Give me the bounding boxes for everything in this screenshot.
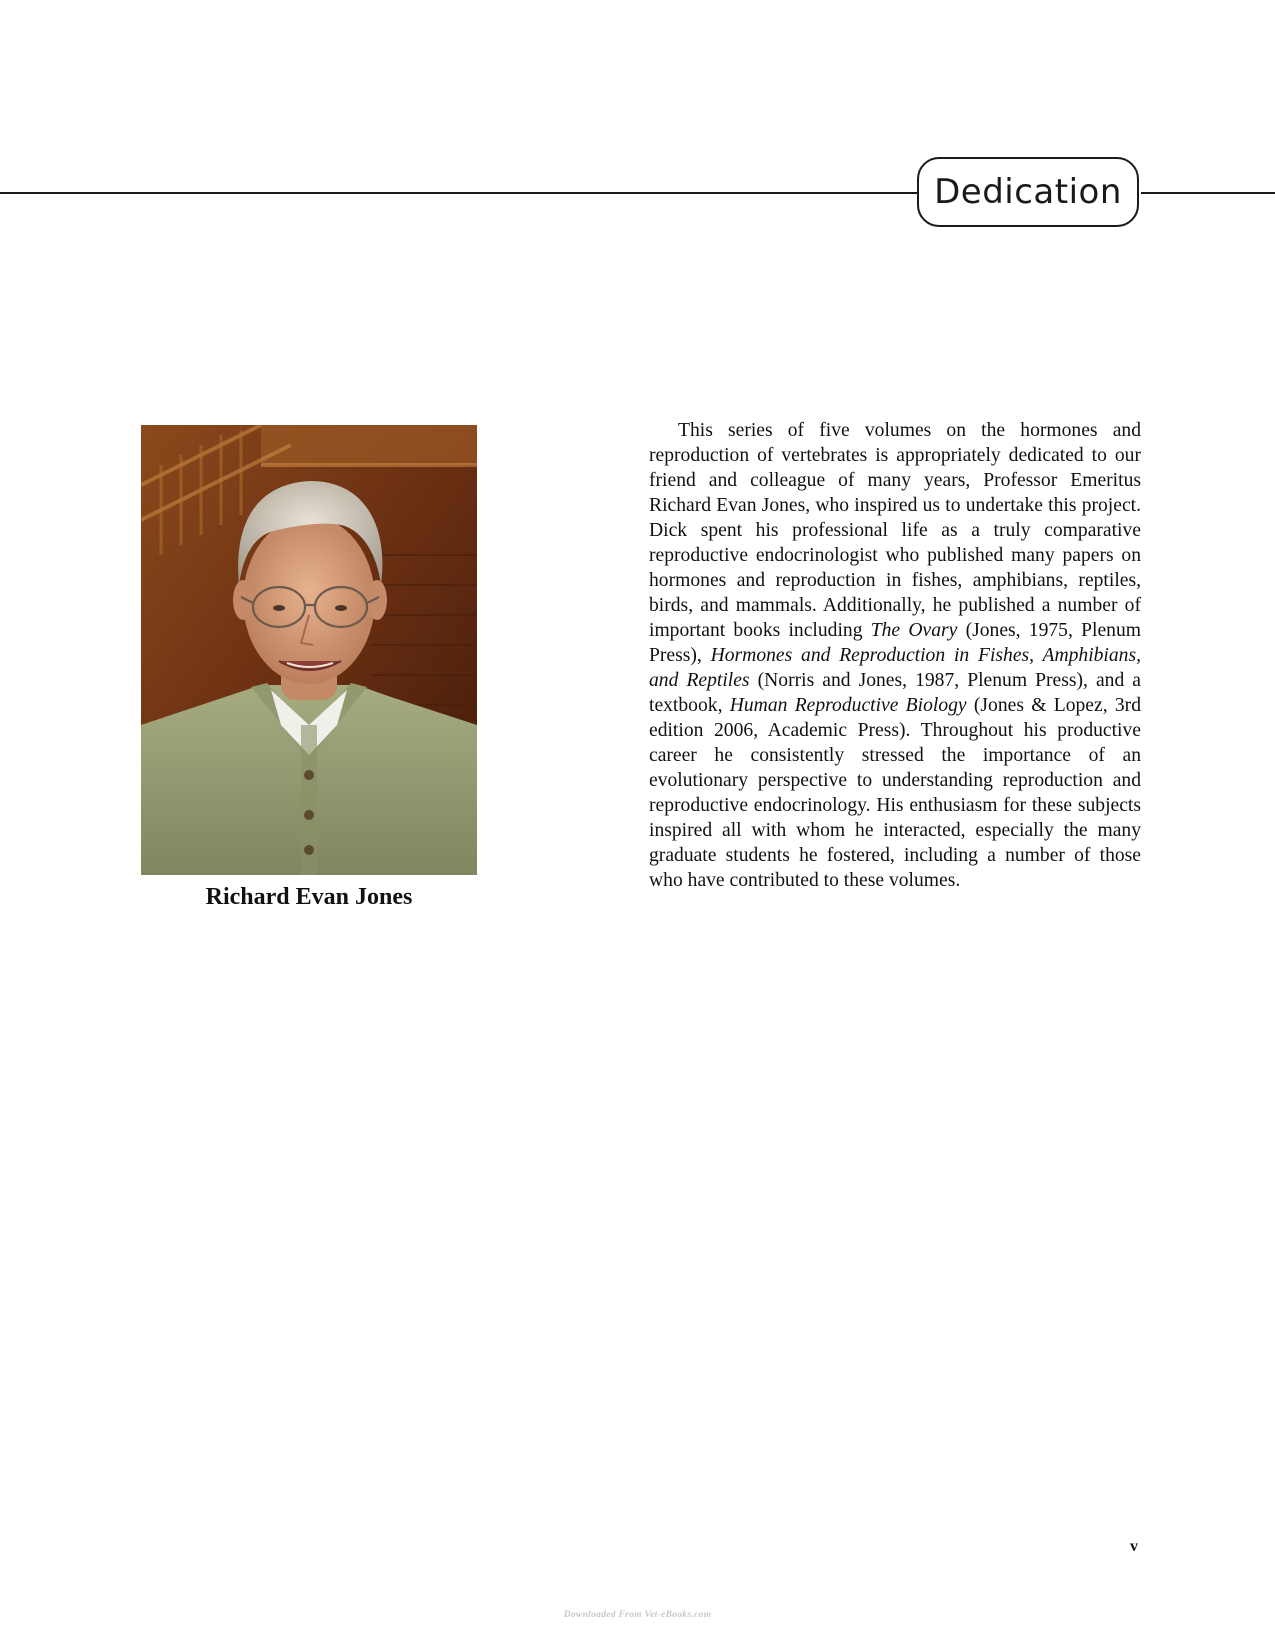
dedication-text-4: (Jones & Lopez, 3rd edition 2006, Academic Press). Throughout his productive career he consistently stressed the importance of an evolutionary perspective to understanding reproduction and reproductive endocrinology. His enthusiasm for these subjects inspired all with whom he interacted, especially the many graduate students he fostered, including a number of those who have contributed to these volumes.: [649, 695, 1141, 891]
download-watermark: Downloaded From Vet-eBooks.com: [563, 1610, 712, 1620]
portrait-photo: [141, 425, 477, 875]
portrait-caption: Richard Evan Jones: [205, 884, 413, 910]
chapter-heading-box: [917, 157, 1139, 227]
book-title-hormones-and-reproduction: Hormones and Reproduction in Fishes, Amphibians, and Reptiles: [649, 645, 1141, 691]
dedication-text-3: (Norris and Jones, 1987, Plenum Press), and a textbook,: [649, 670, 1142, 716]
dedication-text-1: This series of five volumes on the hormones and reproduction of vertebrates is appropriately dedicated to our friend and colleague of many years, Professor Emeritus Richard Evan Jones, who inspired us to undertake this project. Dick spent his professional life as a truly comparative reproductive endocrinologist who published many papers on hormones and reproduction in fishes, amphibians, reptiles, birds, and mammals. Additionally, he published a number of important books including: [649, 420, 1141, 641]
header-rule-right: [1141, 192, 1275, 194]
book-title-the-ovary: The Ovary: [870, 620, 958, 641]
chapter-title: Dedication: [934, 172, 1122, 212]
dedication-paragraph: [649, 418, 1141, 893]
book-title-human-reproductive-biology: Human Reproductive Biology: [729, 695, 967, 716]
dedication-text-2: (Jones, 1975, Plenum Press),: [649, 620, 1141, 666]
header-rule-left: [0, 192, 918, 194]
page-number: v: [1130, 1538, 1138, 1555]
